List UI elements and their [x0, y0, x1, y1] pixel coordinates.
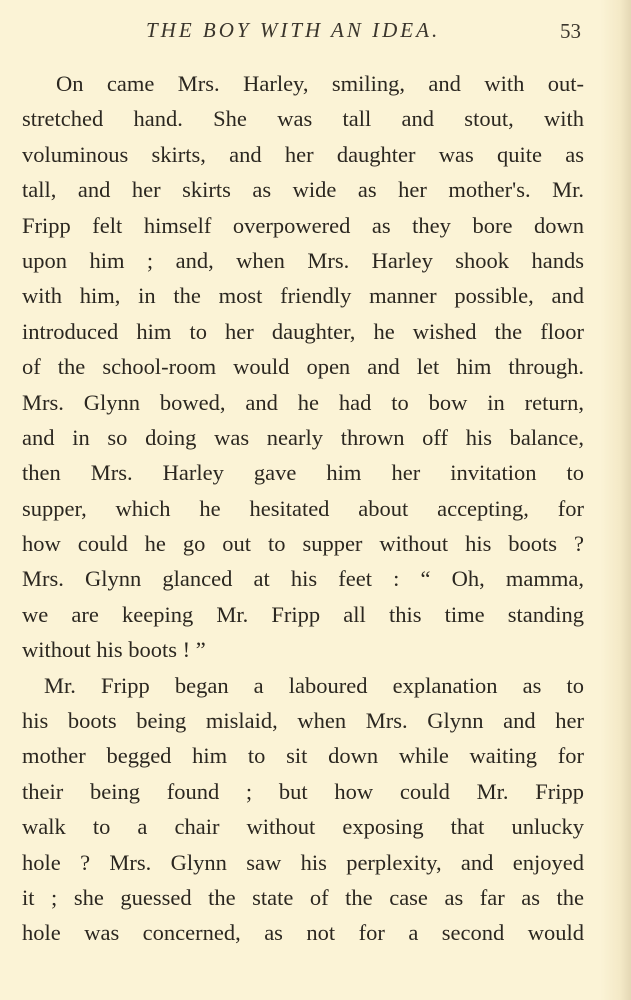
- text-line: without his boots ! ”: [22, 637, 206, 663]
- text-line: walk to a chair without exposing that unlucky: [22, 814, 584, 840]
- text-line: his boots being mislaid, when Mrs. Glynn and her: [22, 708, 584, 734]
- text-line: voluminous skirts, and her daughter was quite as: [22, 141, 584, 167]
- text-line: with him, in the most friendly manner possible, and: [22, 283, 584, 309]
- text-line: and in so doing was nearly thrown off his balance,: [22, 424, 584, 450]
- text-line: hole was concerned, as not for a second would: [22, 920, 584, 946]
- text-line: introduced him to her daughter, he wished the floor: [22, 318, 584, 344]
- running-header: [0, 18, 631, 48]
- text-line: stretched hand. She was tall and stout, with: [22, 106, 584, 132]
- text-line: mother begged him to sit down while waiting for: [22, 743, 584, 769]
- text-line: On came Mrs. Harley, smiling, and with out-: [56, 71, 584, 96]
- text-line: how could he go out to supper without his boots ?: [22, 531, 584, 557]
- text-line: upon him ; and, when Mrs. Harley shook hands: [22, 247, 584, 273]
- text-line: it ; she guessed the state of the case as far as the: [22, 884, 584, 910]
- body-text: [22, 66, 584, 951]
- text-line: Mr. Fripp began a laboured explanation as to: [44, 672, 584, 698]
- text-line: we are keeping Mr. Fripp all this time standing: [22, 601, 584, 627]
- running-title: THE BOY WITH AN IDEA.: [146, 18, 441, 42]
- text-line: hole ? Mrs. Glynn saw his perplexity, and enjoyed: [22, 849, 584, 875]
- text-line: supper, which he hesitated about accepting, for: [22, 495, 584, 521]
- text-line: Fripp felt himself overpowered as they bore down: [22, 212, 584, 238]
- text-line: Mrs. Glynn glanced at his feet : “ Oh, mamma,: [22, 566, 584, 592]
- text-line: then Mrs. Harley gave him her invitation to: [22, 460, 584, 486]
- text-line: of the school-room would open and let him through.: [22, 354, 584, 380]
- page-number: 53: [560, 19, 581, 43]
- text-line: Mrs. Glynn bowed, and he had to bow in return,: [22, 389, 584, 415]
- text-line: tall, and her skirts as wide as her mother's. Mr.: [22, 177, 584, 203]
- text-line: their being found ; but how could Mr. Fripp: [22, 778, 584, 804]
